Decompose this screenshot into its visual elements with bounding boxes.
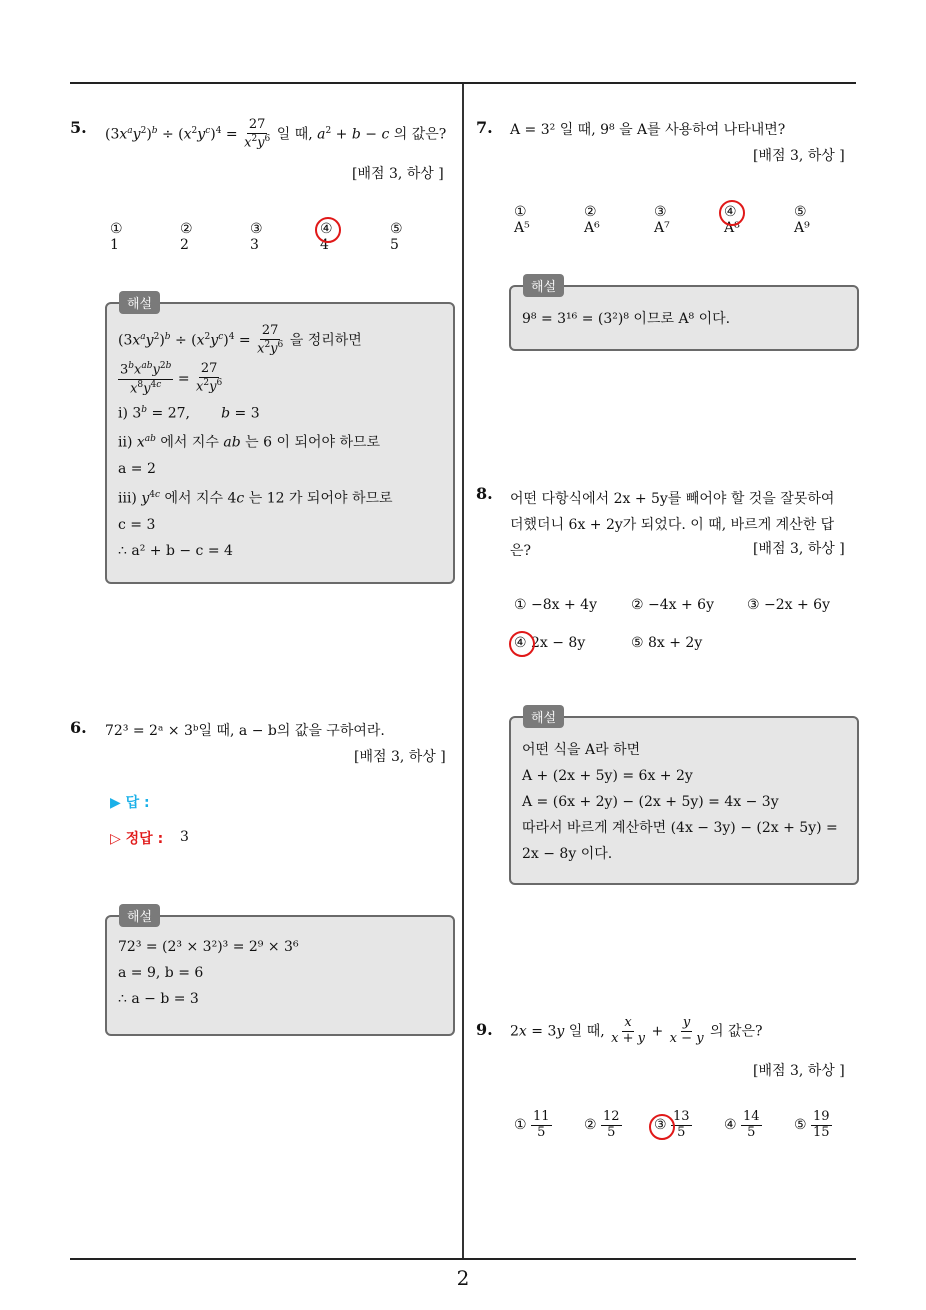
q5-number: 5. (70, 118, 87, 137)
q8-solution-body (522, 737, 838, 867)
q5-choice-2[interactable]: ② 2 (180, 221, 193, 253)
q7-solution-tag: 해설 (523, 274, 564, 297)
q9-choice-3-den: 5 (677, 1124, 686, 1140)
q5-choice-4-wrap[interactable] (320, 221, 333, 253)
q7-choice-5[interactable]: ⑤ A⁹ (794, 204, 810, 236)
q5-choice-3[interactable]: ③ 3 (250, 221, 263, 253)
q5-score: [배점 3, 하상 ] (352, 166, 444, 182)
q5-sol-line-8: ∴ a² + b − c = 4 (118, 542, 233, 559)
q9-choice-5-mark: ⑤ (794, 1117, 807, 1134)
q6-sol-line-1: 72³ = (2³ × 3²)³ = 2⁹ × 3⁶ (118, 939, 299, 955)
q8-number: 8. (476, 484, 493, 503)
q6-sol-line-2: a = 9, b = 6 (118, 965, 204, 981)
q6-number: 6. (70, 718, 87, 737)
page-number: 2 (456, 1266, 470, 1290)
q6-question: 72³ = 2ᵃ × 3ᵇ일 때, a − b의 값을 구하여라. (105, 723, 385, 739)
q9-choice-3-mark: ③ (654, 1117, 667, 1134)
q9-choice-4[interactable] (724, 1110, 762, 1141)
q7-choice-4: ④ A⁸ (724, 204, 740, 236)
q8-choice-4-wrap[interactable] (514, 635, 585, 651)
q9-choice-3[interactable] (654, 1110, 692, 1141)
q8-text-line-2: 더했더니 6x + 2y가 되었다. 이 때, 바르게 계산한 답 (510, 517, 835, 533)
q9-number: 9. (476, 1020, 493, 1039)
q5-sol-line-7: c = 3 (118, 516, 156, 533)
q8-choice-5[interactable]: ⑤ 8x + 2y (631, 635, 703, 651)
q9-choice-2[interactable] (584, 1110, 622, 1141)
q7-sol-line-1: 9⁸ = 3¹⁶ = (3²)⁸ 이므로 A⁸ 이다. (522, 311, 731, 327)
q5-solution-body (118, 324, 393, 564)
q8-choice-3[interactable]: ③ −2x + 6y (747, 597, 830, 613)
q7-choice-1[interactable]: ① A⁵ (514, 204, 530, 236)
answer-circle-mark (649, 1114, 675, 1140)
q9-choice-5[interactable] (794, 1110, 832, 1141)
q9-choices (514, 1110, 854, 1150)
q8-sol-line-5: 2x − 8y 이다. (522, 846, 613, 862)
q7-choice-2[interactable]: ② A⁶ (584, 204, 600, 236)
q5-question: $(3x^ay^2)^b \div (x^2y^c)^4$ = $\frac{27}{x^2y^6}$ 일 때, $a^2 + b - c$ 의 값은? (105, 117, 447, 151)
q7-question: A = 3² 일 때, 9⁸ 을 A를 사용하여 나타내면? (510, 122, 786, 138)
q8-sol-line-2: A + (2x + 5y) = 6x + 2y (522, 768, 693, 784)
q9-choice-4-mark: ④ (724, 1117, 737, 1134)
q5-sol-line-2: $\frac{3^bx^{ab}y^{2b}}{x^8y^{4c}}$ = $\frac{27}{x^2y^6}$ (120, 361, 223, 396)
q9-choice-5-den: 15 (813, 1124, 830, 1140)
q9-choice-4-den: 5 (747, 1124, 756, 1140)
q6-answer-label: ▶ 답 : (110, 795, 150, 811)
q5-solution-tag: 해설 (119, 291, 160, 314)
q9-choice-1[interactable] (514, 1110, 552, 1141)
q7-score: [배점 3, 하상 ] (753, 148, 845, 164)
q8-choice-2[interactable]: ② −4x + 6y (631, 597, 714, 613)
q5-choice-1[interactable]: ① 1 (110, 221, 123, 253)
q8-solution-tag: 해설 (523, 705, 564, 728)
q5-sol-line-5: a = 2 (118, 461, 156, 478)
q9-choice-2-mark: ② (584, 1117, 597, 1134)
q8-sol-line-4: 따라서 바르게 계산하면 (4x − 3y) − (2x + 5y) = (522, 820, 838, 836)
q5-sol-line-6: ⅲ) $y^{4c}$ 에서 지수 4c 는 12 가 되어야 하므로 (118, 490, 393, 507)
q7-choice-4-wrap[interactable] (724, 204, 740, 236)
q6-score: [배점 3, 하상 ] (354, 749, 446, 765)
q5-choice-5[interactable]: ⑤ 5 (390, 221, 403, 253)
q9-choice-2-num: 12 (603, 1109, 620, 1124)
q6-solution-tag: 해설 (119, 904, 160, 927)
q9-choice-1-den: 5 (537, 1124, 546, 1140)
q5-choice-4: ④ 4 (320, 221, 333, 253)
q9-score: [배점 3, 하상 ] (753, 1063, 845, 1079)
q6-sol-line-3: ∴ a − b = 3 (118, 991, 199, 1007)
bottom-rule (70, 1258, 856, 1260)
q6-solution-body (118, 934, 299, 1012)
q8-choice-1[interactable]: ① −8x + 4y (514, 597, 597, 613)
q9-choice-1-mark: ① (514, 1117, 527, 1134)
q7-number: 7. (476, 118, 493, 137)
answer-circle-mark (719, 200, 745, 226)
q6-correct-label: ▷ 정답 : (110, 831, 164, 847)
answer-circle-mark (315, 217, 341, 243)
answer-circle-mark (509, 631, 535, 657)
q5-sol-line-1: $(3x^ay^2)^b \div (x^2y^c)^4$ = $\frac{27}{x^2y^6}$ 을 정리하면 (118, 323, 362, 357)
q8-text-line-3: 은? (510, 543, 532, 559)
q9-choice-5-num: 19 (813, 1109, 830, 1124)
q9-choice-1-num: 11 (533, 1109, 550, 1124)
q8-score: [배점 3, 하상 ] (753, 541, 845, 557)
column-divider (462, 84, 464, 1259)
q8-choices (514, 597, 854, 657)
q9-choice-4-num: 14 (743, 1109, 760, 1124)
q8-sol-line-3: A = (6x + 2y) − (2x + 5y) = 4x − 3y (522, 794, 779, 810)
q7-choice-3[interactable]: ③ A⁷ (654, 204, 670, 236)
q6-correct-value: 3 (180, 829, 189, 845)
q9-choice-3-num: 13 (673, 1109, 690, 1124)
q5-sol-line-3: ⅰ) $3^b = 27$, b = 3 (118, 404, 260, 422)
q9-choice-2-den: 5 (607, 1124, 616, 1140)
q5-sol-line-4: ⅱ) $x^{ab}$ 에서 지수 ab 는 6 이 되어야 하므로 (118, 434, 381, 452)
q9-question: 2x = 3y 일 때, $\frac{x}{x + y}$ + $\frac{y}{x - y}$ 의 값은? (510, 1015, 763, 1046)
q8-text-line-1: 어떤 다항식에서 2x + 5y를 빼어야 할 것을 잘못하여 (510, 491, 835, 507)
q8-sol-line-1: 어떤 식을 A라 하면 (522, 742, 641, 758)
q8-choice-4: ④ 2x − 8y (514, 635, 586, 651)
